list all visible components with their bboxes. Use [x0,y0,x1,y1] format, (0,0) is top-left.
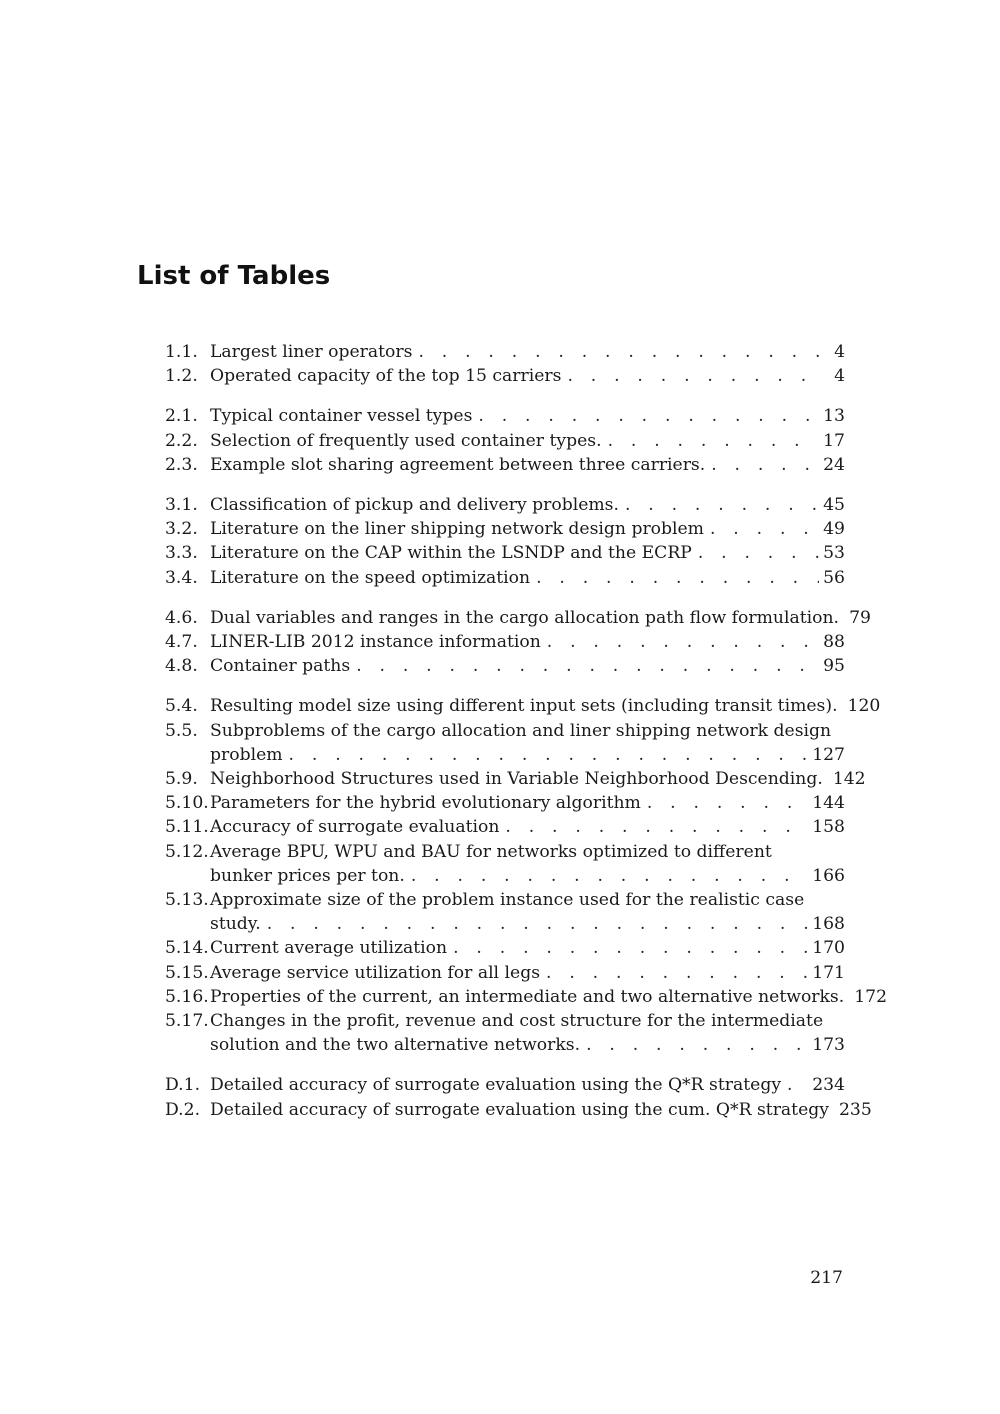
table-caption: Current average utilization [210,938,448,959]
table-number: 5.5. [165,720,198,741]
dot-leader [356,654,819,678]
dot-leader [710,517,819,541]
dot-leader [787,1073,808,1097]
table-number: 5.14. [165,938,209,959]
dot-leader [547,630,819,654]
dot-leader [647,791,808,815]
table-caption: Literature on the liner shipping network design problem [210,519,704,540]
table-caption: Literature on the speed optimization [210,567,531,588]
toc-entry [165,815,845,839]
table-number: 5.16. [165,986,209,1007]
table-number: 4.7. [165,632,198,653]
table-caption: Largest liner operators [210,342,413,362]
table-page-number: 235 [838,1099,872,1120]
dot-leader [453,936,808,960]
page-number: 217 [810,1268,843,1288]
table-caption: Neighborhood Structures used in Variable Neighborhood Descending. [210,769,823,790]
table-number: D.2. [165,1099,201,1120]
table-caption: Changes in the profit, revenue and cost structure for the intermediate [210,1011,824,1032]
toc-entry [165,840,845,888]
table-number: 1.1. [165,342,198,362]
table-number: 1.2. [165,366,198,387]
table-number: 5.17. [165,1011,209,1032]
toc-group [165,694,888,1057]
table-number: 2.3. [165,454,198,475]
table-page-number: 120 [847,696,881,717]
toc-entry [165,630,845,654]
toc-entry [165,936,845,960]
toc-entry [165,1073,845,1097]
table-number: 4.6. [165,607,198,628]
table-page-number: 127 [812,744,845,765]
toc-entry [165,493,845,517]
toc-entry [165,566,845,590]
table-number: 5.15. [165,962,209,983]
table-caption: Literature on the CAP within the LSNDP and the ECRP [210,543,692,564]
table-caption: study. [210,914,261,935]
table-number: 3.4. [165,567,198,588]
table-number: 5.9. [165,769,198,790]
table-page-number: 234 [812,1075,845,1096]
table-page-number: 53 [823,543,845,564]
table-number: 3.2. [165,519,198,540]
table-page-number: 166 [812,865,845,886]
toc-entry [165,1009,845,1057]
table-page-number: 45 [823,495,845,516]
toc-entry [165,453,845,477]
table-caption: Properties of the current, an intermediate and two alternative networks. [210,986,845,1007]
dot-leader [418,340,819,364]
table-number: 5.10. [165,793,209,814]
table-page-number: 79 [849,607,871,628]
table-caption: Average BPU, WPU and BAU for networks optimized to different [210,841,772,862]
dot-leader [625,493,819,517]
table-caption: Parameters for the hybrid evolutionary algorithm [210,793,641,814]
table-number: 4.8. [165,656,198,677]
toc-group [165,1073,872,1121]
toc-entry [165,429,845,453]
table-number: D.1. [165,1075,201,1096]
table-caption: Container paths [210,656,351,677]
table-number: 5.12. [165,841,209,862]
toc-entry [165,1098,872,1122]
table-caption: Average service utilization for all legs [210,962,541,983]
table-page-number: 95 [823,656,845,677]
table-number: 5.4. [165,696,198,717]
toc-group [165,493,845,590]
toc-entry [165,961,845,985]
dot-leader [608,429,819,453]
dot-leader [478,404,819,428]
table-page-number: 24 [823,454,845,475]
toc-entry [165,985,888,1009]
table-caption: solution and the two alternative networks. [210,1035,581,1056]
dot-leader [267,912,808,936]
table-caption: Accuracy of surrogate evaluation [210,817,500,838]
dot-leader [546,961,808,985]
table-caption: Resulting model size using different input sets (including transit times). [210,696,838,717]
table-caption: Dual variables and ranges in the cargo allocation path flow formulation. [210,607,839,628]
dot-leader [586,1033,808,1057]
toc-entry [165,654,845,678]
page-title: List of Tables [137,261,331,291]
toc-entry [165,340,845,364]
table-page-number: 144 [812,793,845,814]
toc-entry [165,791,845,815]
toc-entry [165,719,845,767]
dot-leader [536,566,819,590]
toc-entry [165,606,871,630]
table-number: 2.2. [165,430,198,451]
table-page-number: 170 [812,938,845,959]
toc-group [165,340,845,388]
table-page-number: 17 [823,430,845,451]
table-caption: Classification of pickup and delivery problems. [210,495,619,516]
table-page-number: 88 [823,632,845,653]
table-caption: LINER-LIB 2012 instance information [210,632,541,653]
toc-entry [165,364,845,388]
dot-leader [411,864,808,888]
dot-leader [289,743,809,767]
toc-entry [165,517,845,541]
table-number: 3.1. [165,495,198,516]
table-caption: Typical container vessel types [210,406,473,427]
table-page-number: 4 [834,342,845,362]
table-caption: Detailed accuracy of surrogate evaluation using the Q*R strategy [210,1075,782,1096]
toc-entry [165,404,845,428]
table-caption: Operated capacity of the top 15 carriers [210,366,562,387]
dot-leader [698,541,819,565]
table-page-number: 168 [812,914,845,935]
table-caption: Subproblems of the cargo allocation and liner shipping network design [210,720,832,741]
toc-group [165,606,871,679]
table-caption: Approximate size of the problem instance used for the realistic case [210,890,805,911]
toc-entry [165,767,866,791]
table-page-number: 173 [812,1035,845,1056]
table-number: 5.11. [165,817,209,838]
table-number: 5.13. [165,890,209,911]
table-caption: Example slot sharing agreement between three carriers. [210,454,706,475]
table-caption: Detailed accuracy of surrogate evaluation using the cum. Q*R strategy [210,1099,829,1120]
table-caption: problem [210,744,283,765]
table-page-number: 56 [823,567,845,588]
table-page-number: 4 [834,366,845,387]
table-page-number: 142 [832,769,866,790]
table-caption: bunker prices per ton. [210,865,405,886]
dot-leader [505,815,808,839]
toc-entry [165,694,881,718]
toc-group [165,404,845,477]
dot-leader [711,453,819,477]
table-page-number: 172 [854,986,888,1007]
toc-entry [165,888,845,936]
table-caption: Selection of frequently used container types. [210,430,602,451]
table-number: 2.1. [165,406,198,427]
table-page-number: 13 [823,406,845,427]
list-of-tables [165,340,888,1138]
table-page-number: 158 [812,817,845,838]
table-number: 3.3. [165,543,198,564]
toc-entry [165,541,845,565]
dot-leader [567,364,819,388]
table-page-number: 171 [812,962,845,983]
table-page-number: 49 [823,519,845,540]
